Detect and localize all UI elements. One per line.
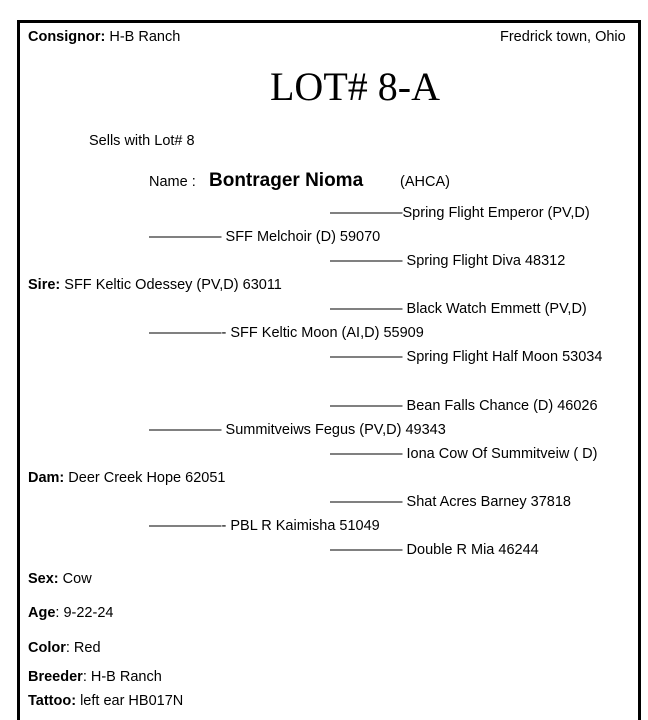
name-label: Name : — [149, 174, 196, 190]
age-value: : 9-22-24 — [55, 605, 114, 621]
sex-label: Sex: — [28, 571, 59, 587]
registry: (AHCA) — [400, 174, 450, 190]
location: Fredrick town, Ohio — [500, 29, 626, 45]
sire-dam: —————- SFF Keltic Moon (AI,D) 55909 — [149, 325, 424, 341]
breeder-line — [28, 668, 162, 686]
dam-dam-dam: ————— Double R Mia 46244 — [330, 542, 539, 558]
consignor-label: Consignor: — [28, 29, 106, 45]
color-value: : Red — [65, 640, 101, 656]
sire-label: Sire: — [28, 277, 61, 293]
dam-label: Dam: — [28, 470, 65, 486]
breeder-label: Breeder — [28, 669, 83, 685]
sire-value: SFF Keltic Odessey (PV,D) 63011 — [64, 277, 282, 293]
sire-line — [28, 276, 282, 294]
sells-with: Sells with Lot# 8 — [89, 133, 195, 149]
dam-sire-dam: ————— Iona Cow Of Summitveiw ( D) — [330, 446, 598, 462]
consignor-line — [28, 28, 180, 46]
dam-sire: ————— Summitveiws Fegus (PV,D) 49343 — [149, 422, 446, 438]
animal-name: Bontrager Nioma — [209, 170, 364, 191]
breeder-value: : H-B Ranch — [82, 669, 162, 685]
lot-card — [17, 20, 641, 720]
color-line — [28, 639, 101, 657]
age-label: Age — [28, 605, 56, 621]
sex-line — [28, 570, 92, 588]
sire-sire: ————— SFF Melchoir (D) 59070 — [149, 229, 381, 245]
sire-sire-dam: ————— Spring Flight Diva 48312 — [330, 253, 566, 269]
age-line — [28, 604, 113, 622]
dam-sire-sire: ————— Bean Falls Chance (D) 46026 — [330, 398, 598, 414]
lot-title: LOT# 8-A — [270, 64, 440, 109]
sire-dam-dam: ————— Spring Flight Half Moon 53034 — [330, 349, 603, 365]
sire-dam-sire: ————— Black Watch Emmett (PV,D) — [330, 301, 587, 317]
tattoo-line — [28, 692, 183, 710]
dam-dam-sire: ————— Shat Acres Barney 37818 — [330, 494, 571, 510]
sex-value: Cow — [62, 571, 92, 587]
dam-line — [28, 469, 225, 487]
consignor-value: H-B Ranch — [109, 29, 181, 45]
dam-dam: —————- PBL R Kaimisha 51049 — [149, 518, 380, 534]
sire-sire-sire: —————Spring Flight Emperor (PV,D) — [330, 205, 590, 221]
dam-value: Deer Creek Hope 62051 — [68, 470, 226, 486]
tattoo-label: Tattoo: — [28, 693, 77, 709]
tattoo-value: left ear HB017N — [80, 693, 184, 709]
color-label: Color — [28, 640, 66, 656]
